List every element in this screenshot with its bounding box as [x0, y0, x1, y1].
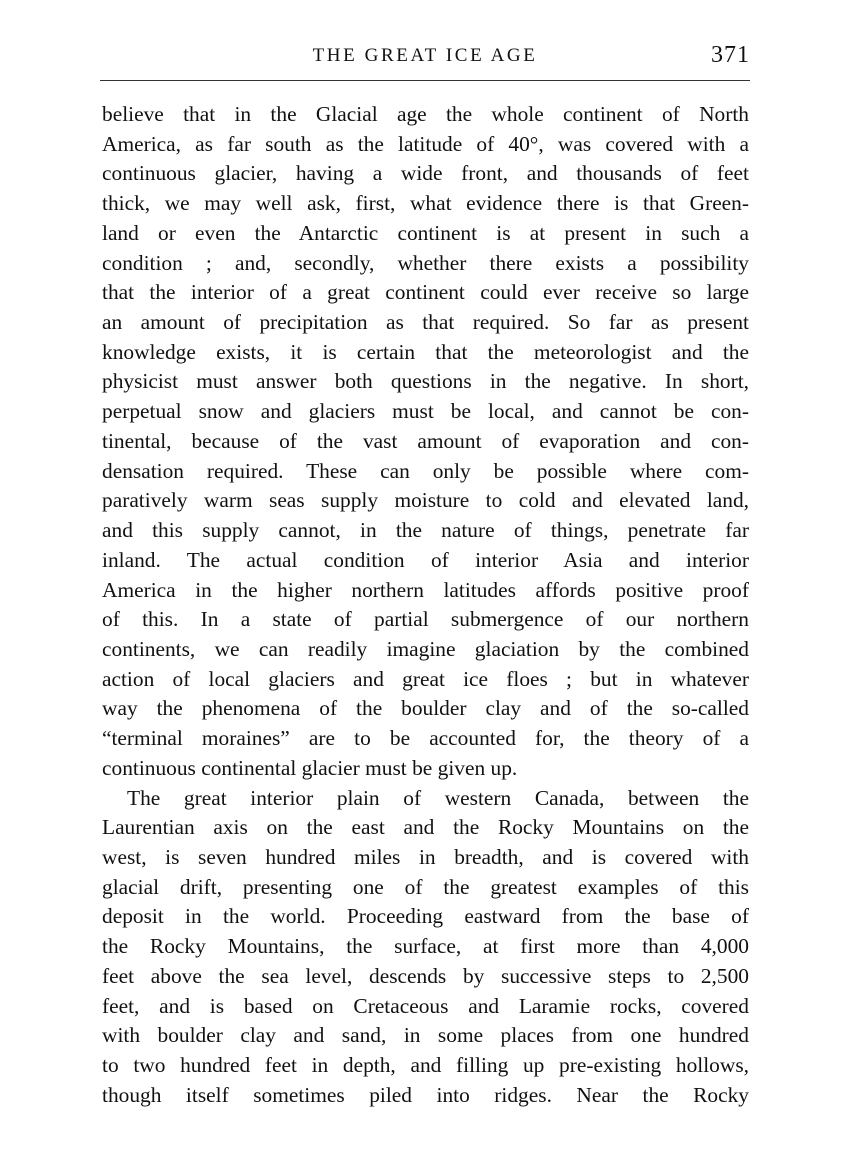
text-line: deposit in the world. Proceeding eastward from the base of: [102, 904, 749, 929]
text-line: with boulder clay and sand, in some places from one hundred: [102, 1023, 749, 1048]
text-line: continuous glacier, having a wide front, and thousands of feet: [102, 161, 749, 186]
text-line: densation required. These can only be possible where com-: [102, 458, 749, 483]
text-line: and this supply cannot, in the nature of things, penetrate far: [102, 518, 749, 543]
text-line: land or even the Antarctic continent is at present in such a: [102, 220, 749, 245]
text-line: continents, we can readily imagine glaciation by the combined: [102, 636, 749, 661]
text-line: “terminal moraines” are to be accounted for, the theory of a: [102, 726, 749, 751]
text-line: physicist must answer both questions in the negative. In short,: [102, 369, 749, 394]
text-line: way the phenomena of the boulder clay and of the so-called: [102, 696, 749, 721]
text-line: inland. The actual condition of interior Asia and interior: [102, 547, 749, 572]
text-line: to two hundred feet in depth, and filling up pre-existing hollows,: [102, 1053, 749, 1077]
text-line: of this. In a state of partial submergence of our northern: [102, 607, 749, 632]
text-line: thick, we may well ask, first, what evidence there is that Green-: [102, 191, 749, 216]
paragraph-2: [102, 784, 749, 1111]
body-text: [102, 100, 749, 1110]
text-line: paratively warm seas supply moisture to cold and elevated land,: [102, 488, 749, 513]
text-line: glacial drift, presenting one of the greatest examples of this: [102, 874, 749, 899]
text-line: though itself sometimes piled into ridges. Near the Rocky: [102, 1082, 749, 1107]
text-line: The great interior plain of western Canada, between the: [127, 785, 749, 810]
text-line: perpetual snow and glaciers must be local, and cannot be con-: [102, 399, 749, 424]
text-line: feet above the sea level, descends by successive steps to 2,500: [102, 963, 749, 988]
text-line: condition ; and, secondly, whether there exists a possibility: [102, 250, 749, 275]
running-head: [100, 42, 750, 76]
paragraph-1: [102, 100, 749, 784]
text-line: America, as far south as the latitude of 40°, was covered with a: [102, 131, 749, 156]
text-line: the Rocky Mountains, the surface, at first more than 4,000: [102, 934, 749, 959]
text-line: that the interior of a great continent could ever receive so large: [102, 280, 749, 305]
text-line: an amount of precipitation as that required. So far as present: [102, 310, 749, 335]
text-line: feet, and is based on Cretaceous and Laramie rocks, covered: [102, 993, 749, 1018]
text-line: west, is seven hundred miles in breadth, and is covered with: [102, 844, 749, 869]
header-rule: [100, 80, 750, 81]
text-line: Laurentian axis on the east and the Rocky Mountains on the: [102, 815, 749, 840]
text-line: America in the higher northern latitudes affords positive proof: [102, 577, 749, 602]
text-line: continuous continental glacier must be given up.: [102, 755, 518, 780]
text-line: tinental, because of the vast amount of evaporation and con-: [102, 428, 749, 453]
page-number: 371: [711, 42, 750, 68]
running-title: THE GREAT ICE AGE: [312, 45, 538, 66]
text-line: action of local glaciers and great ice floes ; but in whatever: [102, 666, 749, 691]
text-line: knowledge exists, it is certain that the meteorologist and the: [102, 339, 749, 364]
text-line: believe that in the Glacial age the whole continent of North: [102, 102, 749, 126]
